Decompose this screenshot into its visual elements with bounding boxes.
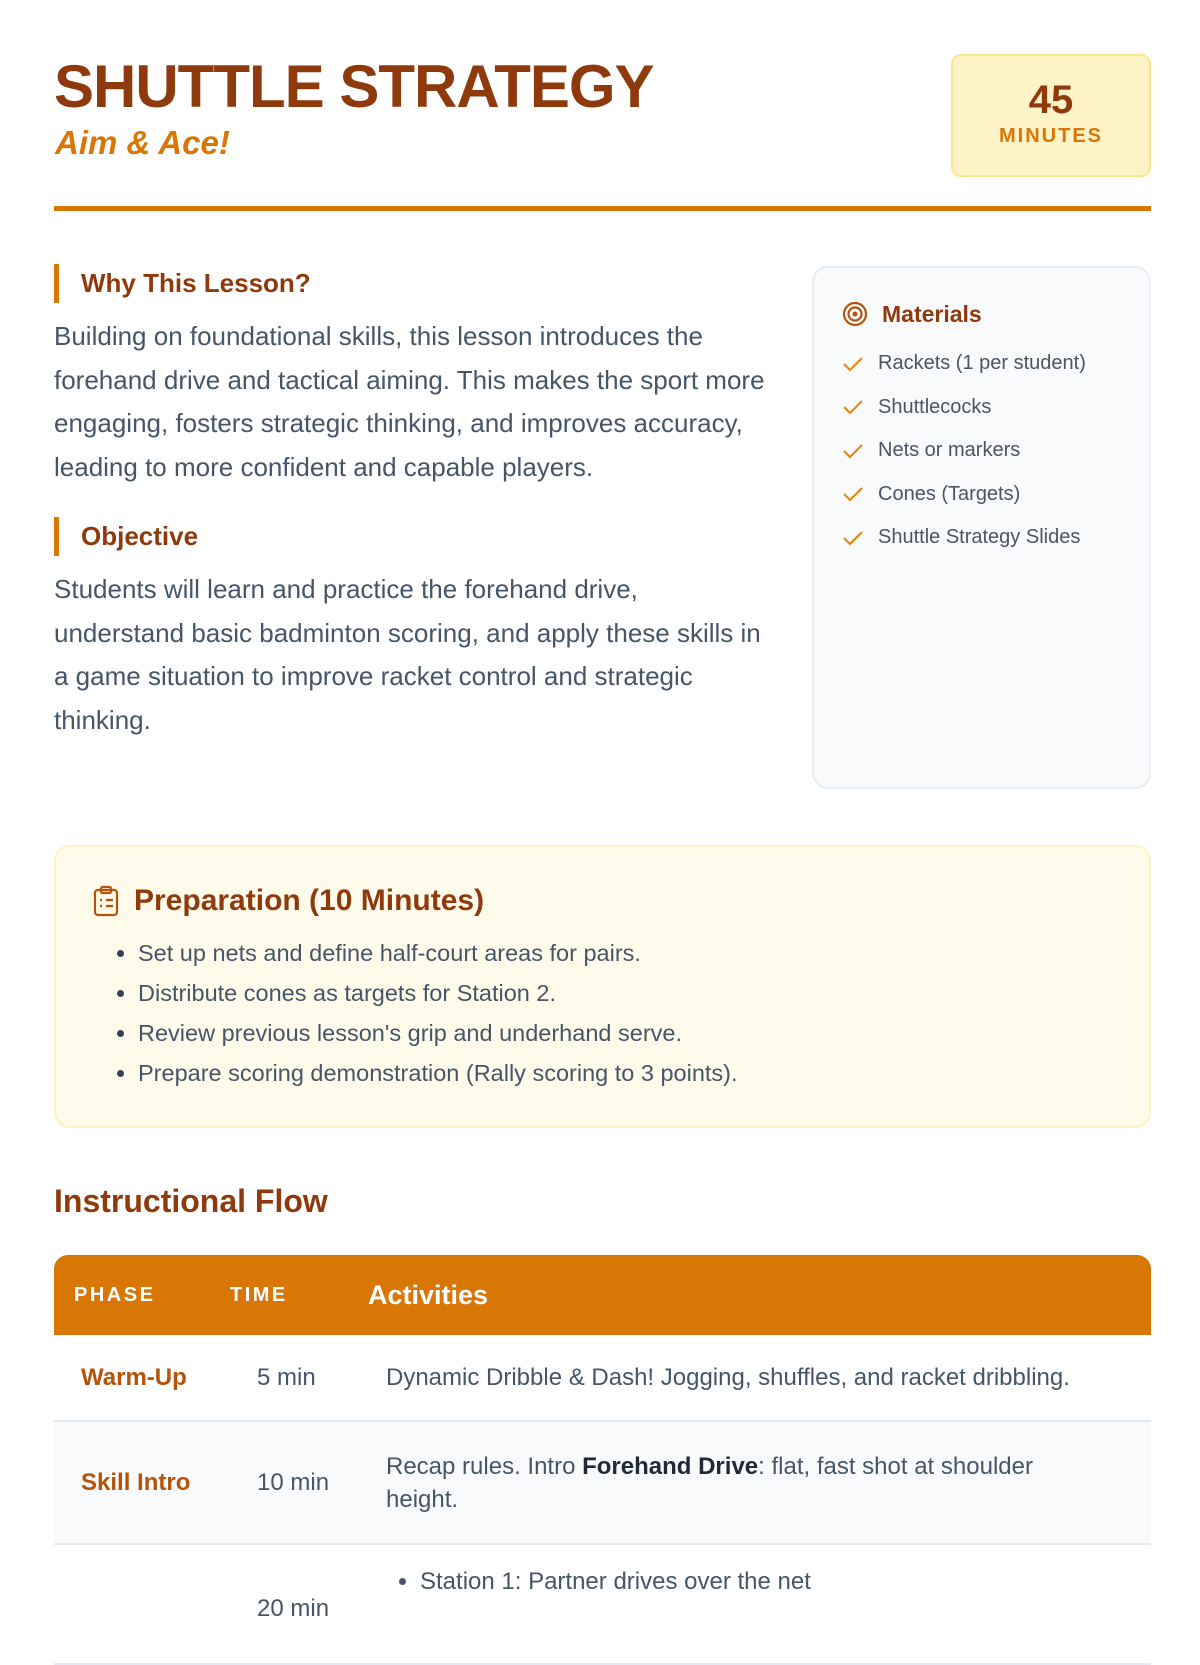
instructional-flow-heading: Instructional Flow	[54, 1183, 328, 1219]
materials-header	[842, 296, 1149, 332]
page-title: SHUTTLE STRATEGY	[54, 53, 654, 120]
check-icon	[842, 485, 864, 503]
activity-text: Recap rules. Intro	[386, 1452, 583, 1480]
clipboard-icon	[92, 885, 120, 917]
material-label: Shuttle Strategy Slides	[878, 526, 1081, 549]
activity-cell: Dynamic Dribble & Dash! Jogging, shuffles, and racket dribbling.	[386, 1364, 1070, 1391]
duration-badge	[951, 54, 1151, 177]
lesson-overview	[54, 264, 774, 742]
table-row	[54, 1545, 1151, 1665]
list-item	[842, 386, 1149, 430]
phase-cell: Skill Intro	[81, 1468, 191, 1496]
check-icon	[842, 442, 864, 460]
material-label: Cones (Targets)	[878, 482, 1021, 505]
activity-cell	[386, 1450, 1151, 1516]
list-item: • Prepare scoring demonstration (Rally scoring to 3 points).	[138, 1053, 1149, 1093]
materials-heading: Materials	[882, 300, 982, 327]
list-item: • Station 1: Partner drives over the net	[420, 1565, 1111, 1598]
header	[54, 0, 1151, 211]
check-icon	[842, 398, 864, 416]
list-item: • Distribute cones as targets for Station 2.	[138, 973, 1149, 1013]
activity-emphasis: Forehand Drive	[582, 1452, 759, 1480]
list-item: • Review previous lesson's grip and underhand serve.	[138, 1013, 1149, 1053]
list-item	[842, 429, 1149, 473]
table-row	[54, 1335, 1151, 1422]
check-icon	[842, 529, 864, 547]
material-label: Shuttlecocks	[878, 395, 992, 418]
why-text: Building on foundational skills, this lesson introduces the forehand drive and tactical aiming. This makes the sport more engaging, fosters strategic thinking, and improves accuracy, leading to more confident and capable players.	[54, 321, 765, 482]
list-item: • Set up nets and define half-court areas for pairs.	[138, 933, 1149, 973]
materials-card	[812, 266, 1151, 789]
column-header-phase: PHASE	[74, 1283, 156, 1306]
table-row	[54, 1422, 1151, 1545]
list-item	[842, 516, 1149, 560]
check-icon	[842, 355, 864, 373]
preparation-card	[54, 845, 1151, 1128]
list-item	[842, 342, 1149, 386]
page-subtitle: Aim & Ace!	[55, 124, 230, 161]
time-cell: 20 min	[257, 1595, 330, 1622]
preparation-header	[92, 881, 1149, 921]
preparation-heading: Preparation (10 Minutes)	[134, 884, 485, 917]
instructional-flow-table	[54, 1255, 1151, 1665]
target-icon	[842, 301, 868, 327]
column-header-time: TIME	[230, 1283, 288, 1306]
time-cell: 5 min	[257, 1363, 316, 1391]
activity-cell	[386, 1565, 1151, 1598]
activity-text: : flat, fast shot at shoulder height.	[386, 1452, 1033, 1513]
preparation-list	[92, 933, 1149, 1093]
time-cell: 10 min	[257, 1468, 330, 1496]
why-heading: Why This Lesson?	[54, 264, 774, 303]
material-label: Rackets (1 per student)	[878, 352, 1086, 375]
list-item	[842, 473, 1149, 517]
table-header	[54, 1255, 1151, 1335]
objective-heading: Objective	[54, 517, 774, 556]
materials-list	[842, 342, 1149, 560]
phase-cell: Warm-Up	[81, 1363, 187, 1391]
duration-value: 45	[1028, 78, 1074, 122]
column-header-activities: Activities	[368, 1279, 489, 1310]
duration-unit: MINUTES	[999, 125, 1103, 147]
material-label: Nets or markers	[878, 439, 1021, 462]
objective-text: Students will learn and practice the forehand drive, understand basic badminton scoring, and apply these skills in a game situation to improve racket control and strategic thinking.	[54, 574, 761, 735]
